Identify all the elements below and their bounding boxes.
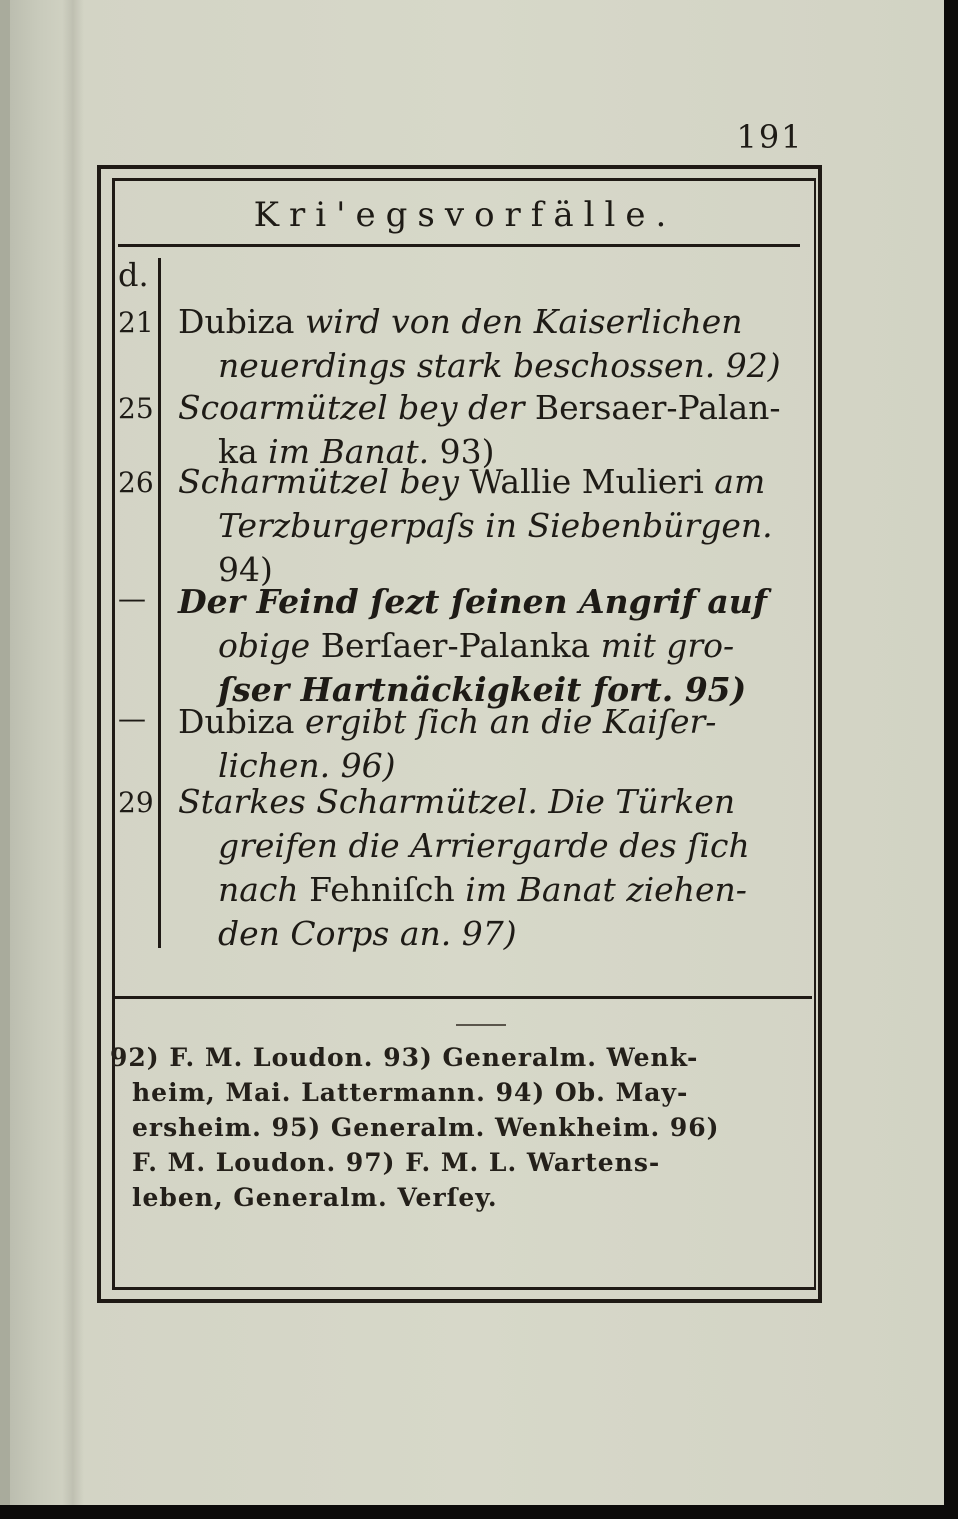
footnote-line: 92) F. M. Loudon. 93) Generalm. Wenk-	[110, 1043, 699, 1072]
entry-text-line: neuerdings stark beschossen. 92)	[218, 346, 781, 385]
entry-text-line: nach	[218, 870, 310, 909]
entry-text-line: 94)	[218, 550, 273, 589]
page-edge	[0, 0, 10, 1505]
entry-text	[178, 580, 806, 712]
entry-text-line: im Banat.	[268, 432, 430, 471]
entry-text-line: Dubiza	[178, 302, 295, 341]
entry-text-line: Berſaer-Palanka	[320, 626, 591, 665]
footnote-line: leben, Generalm. Verſey.	[132, 1183, 498, 1212]
entry-text-line: greifen die Arriergarde des ſich	[218, 826, 750, 865]
entry-text-line: wird von den Kaiserlichen	[294, 302, 743, 341]
day-column-header: d.	[118, 256, 149, 294]
entry-text-line: Wallie Mulieri	[469, 462, 704, 501]
entry-text-line: am	[703, 462, 766, 501]
footnote-rule	[112, 996, 812, 999]
entry-text-line: im Banat ziehen-	[454, 870, 747, 909]
entry-text-line: Terzburgerpaſs in Siebenbürgen.	[218, 506, 773, 545]
footnote-line: F. M. Loudon. 97) F. M. L. Wartens-	[132, 1148, 661, 1177]
entry-day: 29	[118, 786, 154, 819]
entry-text	[178, 460, 806, 592]
entry-text-line: obige	[218, 626, 321, 665]
entry-day: —	[118, 582, 146, 615]
page-number: 191	[736, 118, 804, 156]
entry-text-line: 93)	[429, 432, 495, 471]
entry-day: 25	[118, 392, 154, 425]
entry-day: 26	[118, 466, 154, 499]
entry-text-line: ſser Hartnäckigkeit fort. 95)	[218, 670, 747, 709]
entry-day: —	[118, 702, 146, 735]
entry-text-line: Der Feind ſezt ſeinen Angrif auf	[178, 582, 767, 621]
entry-text-line: Starkes Scharmützel. Die Türken	[178, 782, 736, 821]
entry-text-line: Dubiza	[178, 702, 295, 741]
heading-rule	[118, 244, 800, 247]
footnote-separator	[456, 1024, 506, 1026]
footnotes	[110, 1040, 800, 1215]
entry-text-line: mit gro-	[590, 626, 735, 665]
entry-text-line: den Corps an. 97)	[218, 914, 517, 953]
entry-day: 21	[118, 306, 154, 339]
entry-text-line: lichen. 96)	[218, 746, 396, 785]
footnote-line: ersheim. 95) Generalm. Wenkheim. 96)	[132, 1113, 720, 1142]
day-column-rule	[158, 258, 161, 948]
entry-text-line: Fehniſch	[309, 870, 455, 909]
entry-text-line: ka	[218, 432, 269, 471]
entry-text-line: Bersaer-Palan-	[534, 388, 781, 427]
entry-text-line: ergibt ſich an die Kaiſer-	[294, 702, 717, 741]
entry-text-line: Scoarmützel bey der	[178, 388, 535, 427]
entry-text	[178, 780, 806, 956]
entry-text-line: Scharmützel bey	[178, 462, 470, 501]
section-heading: Kri'egsvorfälle.	[253, 195, 677, 235]
footnote-line: heim, Mai. Lattermann. 94) Ob. May-	[132, 1078, 689, 1107]
page-gutter-shadow	[62, 0, 84, 1505]
entry-text	[178, 300, 806, 388]
entry-text	[178, 700, 806, 788]
